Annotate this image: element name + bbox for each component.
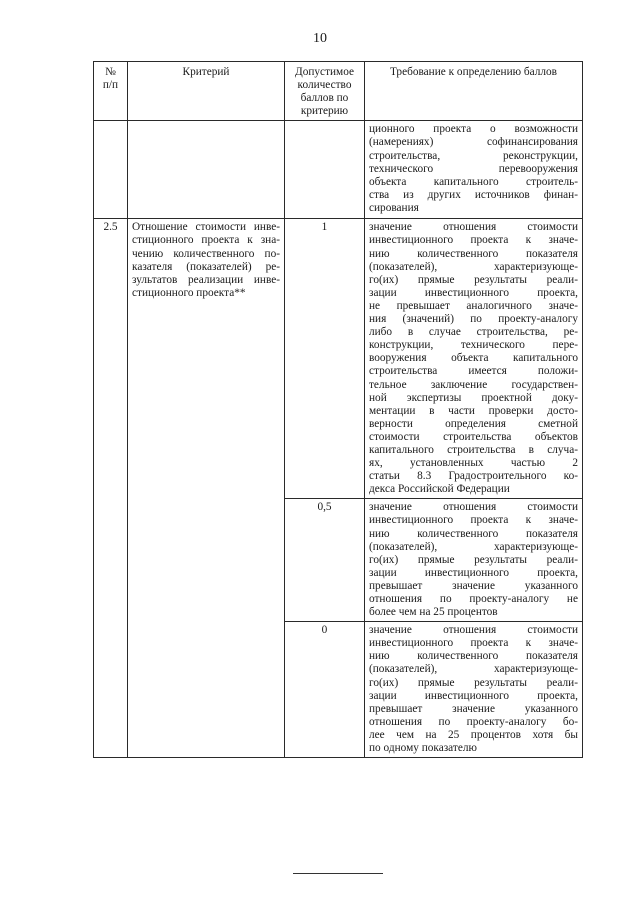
text-line: ментации в части проверки досто-: [369, 404, 578, 417]
header-allowed-points: [285, 62, 365, 121]
cell-score: 0,5: [285, 499, 365, 622]
text-line: лее чем на 25 процентов хотя бы: [369, 728, 578, 741]
text-line: значение отношения стоимости: [369, 501, 578, 514]
text-line: конструкции, технического пере-: [369, 339, 578, 352]
text-line: зультатов реализации инве-: [132, 273, 280, 286]
text-line: инвестиционного проекта к значе-: [369, 234, 578, 247]
cell-requirement-continuation: [365, 121, 583, 219]
cell-score: 0: [285, 622, 365, 758]
header-criterion: [128, 62, 285, 121]
text-line: Критерий: [182, 66, 230, 78]
text-line: строительства, реконструкции,: [369, 149, 578, 162]
table-row-2-5-score-1: [94, 219, 583, 499]
text-line: превышает значение указанного: [369, 579, 578, 592]
table-header-row: [94, 62, 583, 121]
cell-criterion-text: [128, 219, 285, 758]
cell-criterion-empty: [128, 121, 285, 219]
text-line: более чем на 25 процентов: [369, 606, 498, 619]
cell-requirement: [365, 622, 583, 758]
text-line: го(их) прямые результаты реали-: [369, 676, 578, 689]
text-line: декса Российской Федерации: [369, 483, 510, 496]
header-requirement: [365, 62, 583, 121]
text-line: капитального строительства в случа-: [369, 443, 578, 456]
text-line: стиционного проекта к зна-: [132, 234, 280, 247]
cell-number-empty: [94, 121, 128, 219]
text-line: ства из других источников финан-: [369, 188, 578, 201]
text-line: зации инвестиционного проекта,: [369, 689, 578, 702]
text-line: объекта капитального строитель-: [369, 175, 578, 188]
text-line: казателя (показателей) ре-: [132, 260, 280, 273]
text-line: нию количественного показателя: [369, 247, 578, 260]
cell-score: 1: [285, 219, 365, 499]
text-line: (показателей), характеризующе-: [369, 260, 578, 273]
table-row-continuation: [94, 121, 583, 219]
footnote-separator: [293, 873, 383, 874]
text-line: ционного проекта о возможности: [369, 123, 578, 136]
text-line: стиционного проекта**: [132, 286, 246, 299]
text-line: ной экспертизы проектной доку-: [369, 391, 578, 404]
text-line: отношения по проекту-аналогу бо-: [369, 715, 578, 728]
text-line: ния (значений) по проекту-аналогу: [369, 313, 578, 326]
text-line: превышает значение указанного: [369, 702, 578, 715]
text-line: количество: [297, 79, 352, 92]
text-line: отношения по проекту-аналогу не: [369, 593, 578, 605]
page-number: 10: [313, 31, 327, 46]
text-line: значение отношения стоимости: [369, 221, 578, 234]
cell-requirement: [365, 499, 583, 622]
text-line: (намерениях) софинансирования: [369, 136, 578, 149]
cell-row-number: 2.5: [94, 219, 128, 758]
text-line: технического перевооружения: [369, 162, 578, 175]
text-line: баллов по: [300, 92, 349, 105]
text-line: Требование к определению баллов: [389, 66, 558, 78]
cell-requirement: [365, 219, 583, 499]
text-line: го(их) прямые результаты реали-: [369, 553, 578, 566]
text-line: Допустимое: [295, 66, 354, 78]
text-line: критерию: [300, 105, 349, 118]
text-line: инвестиционного проекта к значе-: [369, 514, 578, 527]
text-line: №: [105, 66, 116, 78]
criteria-table: [93, 61, 583, 758]
text-line: чению количественного по-: [132, 247, 280, 260]
text-line: либо в случае строительства, ре-: [369, 326, 578, 339]
text-line: зации инвестиционного проекта,: [369, 286, 578, 299]
text-line: го(их) прямые результаты реали-: [369, 273, 578, 286]
text-line: п/п: [102, 79, 119, 92]
cell-points-empty: [285, 121, 365, 219]
text-line: тельное заключение государствен-: [369, 378, 578, 391]
text-line: стоимости строительства объектов: [369, 430, 578, 443]
text-line: зации инвестиционного проекта,: [369, 566, 578, 579]
text-line: инвестиционного проекта к значе-: [369, 637, 578, 650]
text-line: нию количественного показателя: [369, 650, 578, 663]
text-line: значение отношения стоимости: [369, 624, 578, 637]
text-line: вооружения объекта капитального: [369, 352, 578, 365]
text-line: не превышает аналогичного значе-: [369, 299, 578, 312]
text-line: нию количественного показателя: [369, 527, 578, 540]
text-line: строительства имеется положи-: [369, 365, 578, 378]
text-line: по одному показателю: [369, 742, 477, 755]
text-line: (показателей), характеризующе-: [369, 540, 578, 553]
text-line: верности определения сметной: [369, 417, 578, 430]
header-number: [94, 62, 128, 121]
text-line: Отношение стоимости инве-: [132, 221, 280, 234]
text-line: статьи 8.3 Градостроительного ко-: [369, 470, 578, 483]
text-line: ях, установленных частью 2: [369, 457, 578, 470]
text-line: сирования: [369, 201, 419, 214]
text-line: (показателей), характеризующе-: [369, 663, 578, 676]
